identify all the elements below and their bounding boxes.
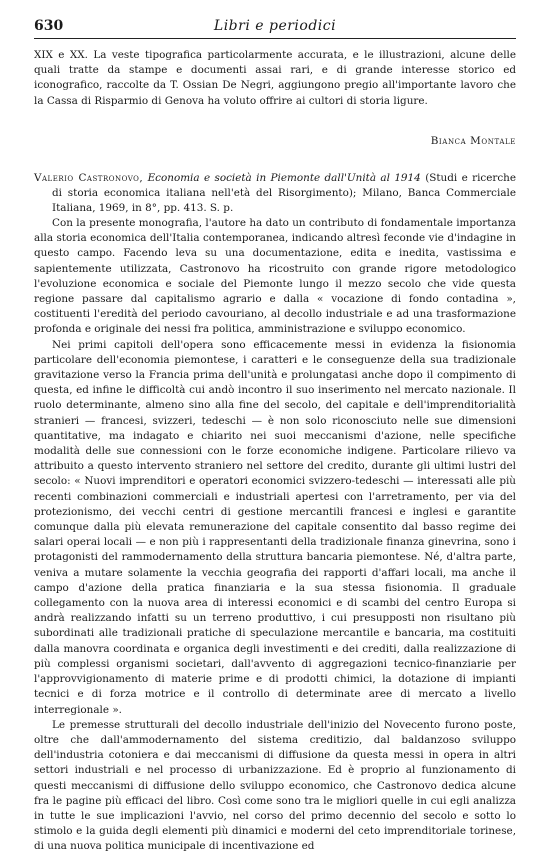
bibliographic-entry (34, 171, 516, 215)
review-paragraph-1: Con la presente monografia, l'autore ha dato un contributo di fondamentale importanza alla storia economica dell'Italia contemporanea, indicando altresì feconde vie d'indagine in questo campo. Facendo leva su una documentazione, edita e inedita, vastissima e sapientemente utilizzata, Castronovo ha ricostruito con grande rigore metodologico l'evoluzione economica e sociale del Piemonte lungo il mezzo secolo che vide questa regione passare dal capitalismo agrario e dalla « vocazione di fondo contadina », costituenti l'eredità del periodo cavouriano, al decollo industriale e ad una trasformazione profonda e originale dei nessi fra politica, amministrazione e sviluppo economico. (34, 217, 516, 336)
reviewer-signature: Bianca Montale (430, 135, 516, 147)
page-number: 630 (34, 18, 64, 34)
review-paragraph-2: Nei primi capitoli dell'opera sono efficacemente messi in evidenza la fisionomia particolare dell'economia piemontese, i caratteri e le conseguenze della sua tradizionale gravitazione verso la Francia prima dell'unità e prolungatasi anche dopo il compimento di questa, ed infine le difficoltà cui andò incontro il suo inserimento nel mercato nazionale. Il ruolo determinante, almeno sino alla fine del secolo, del capitale e dell'imprenditorialità stranieri — francesi, svizzeri, tedeschi — è non solo riconosciuto nelle sue dimensioni quantitative, ma indagato e chiarito nei suoi meccanismi d'azione, nelle specifiche modalità delle sue connessioni con le forze economiche indigene. Particolare rilievo va attribuito a questo intervento straniero nel settore del credito, durante gli ultimi lustri del secolo: « Nuovi imprenditori e operatori economici svizzero-tedeschi — interessati alle più recenti combinazioni commerciali e industriali apertesi con l'arretramento, per via del protezionismo, dei vecchi centri di gestione mercantili francesi e inglesi e garantite comunque dalla più elevata remunerazione del capitale consentito dal basso regime dei salari operai locali — e non più i rappresentanti della tradizionale finanza ginevrina, sono i protagonisti del rammodernamento della struttura bancaria piemontese. Né, d'altra parte, veniva a mutare solamente la vecchia geografia dei rapporti d'affari locali, ma anche il campo d'azione della pratica finanziaria e la sua stessa fisionomia. Il graduale collegamento con la nuova area di interessi economici e di scambi del centro Europa si andrà realizzando infatti su un terreno produttivo, i cui presupposti non risultano più subordinati alle tradizionali pratiche di speculazione mercantile e bancaria, ma costituiti dalla manovra coordinata e organica degli investimenti e dei crediti, dalla realizzazione di più complessi organismi societari, dall'avvento di aggregazioni tecnico-finanziarie per l'approvvigionamento di materie prime e di prodotti chimici, la dotazione di impianti tecnici e di forza motrice e il controllo di determinate aree di mercato a livello interregionale ». (34, 338, 516, 716)
book-details: (Studi e ricerche di storia economica italiana nell'età del Risorgimento); Milano, Banca Commerciale Italiana, 1969, in 8°, pp. 413. S. p. (52, 172, 517, 214)
book-title: Economia e società in Piemonte dall'Unità al 1914 (147, 172, 421, 185)
review-author: Valerio Castronovo, (34, 172, 144, 185)
running-title: Libri e periodici (213, 18, 337, 34)
previous-review-tail (34, 48, 516, 109)
review-body (34, 216, 516, 855)
review-paragraph-3: Le premesse strutturali del decollo industriale dell'inizio del Novecento furono poste, oltre che dall'ammodernamento del sistema creditizio, dal baldanzoso sviluppo dell'industria cotoniera e dai meccanismi di diffusione da questa messi in opera in altri settori industriali e nel processo di urbanizzazione. Ed è proprio al funzionamento di questi meccanismi di diffusione dello sviluppo economico, che Castronovo dedica alcune fra le pagine più efficaci del libro. Così come sono tra le migliori quelle in cui egli analizza in tutte le sue implicazioni l'avvio, nel corso del primo decennio del secolo e sotto lo stimolo e la guida degli elementi più dinamici e moderni del ceto imprenditoriale torinese, di una nuova politica municipale di incentivazione ed (34, 718, 516, 853)
previous-review-paragraph: XIX e XX. La veste tipografica particolarmente accurata, e le illustrazioni, alcune delle quali tratte da stampe e documenti assai rari, e di grande interesse storico ed iconografico, raccolte da T. Ossian De Negri, aggiungono pregio all'importante lavoro che la Cassa di Risparmio di Genova ha voluto offrire ai cultori di storia ligure. (34, 49, 516, 107)
page-header (34, 16, 516, 39)
